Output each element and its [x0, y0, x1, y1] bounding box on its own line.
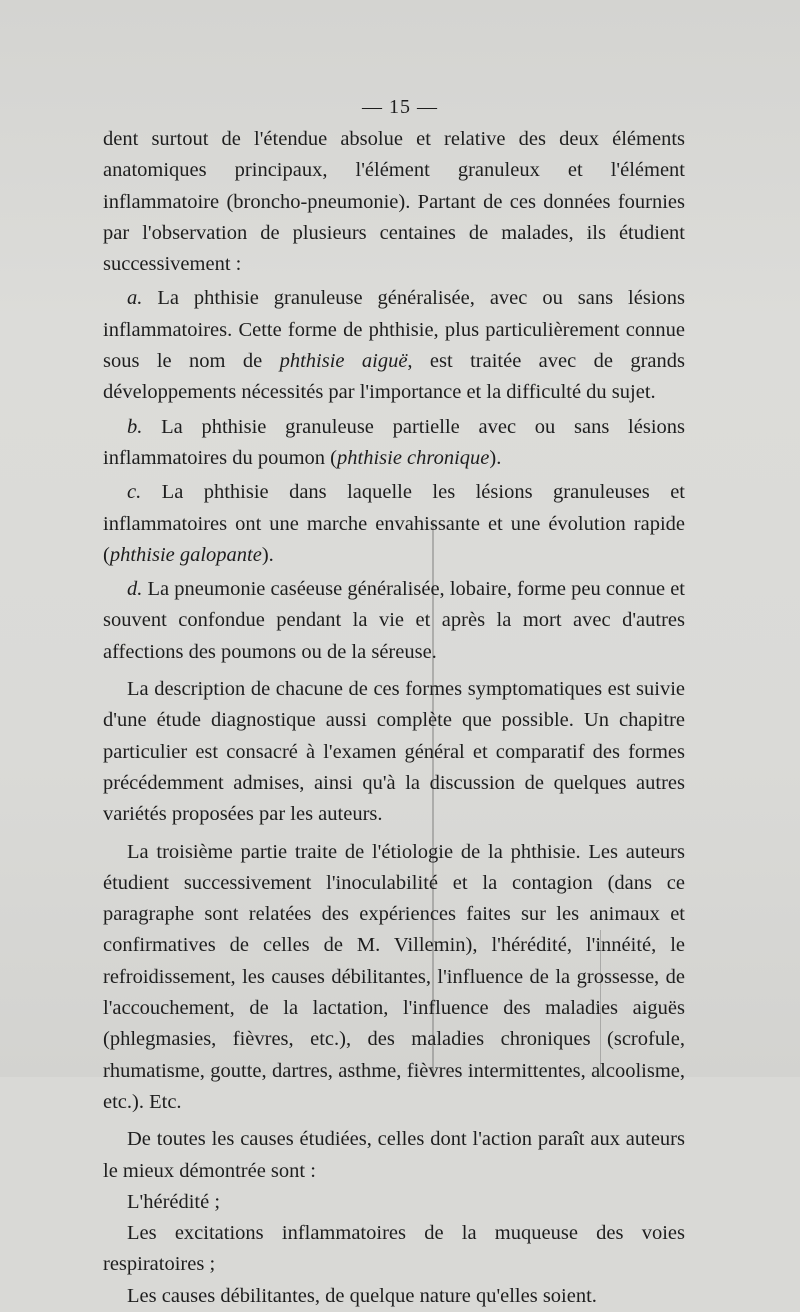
paragraph-item-b	[103, 412, 685, 475]
item-letter-c: c.	[127, 481, 142, 504]
item-letter-b: b.	[127, 415, 143, 438]
paragraph-causes: De toutes les causes étudiées, celles dont l'action paraît aux auteurs le mieux démontrée sont :	[103, 1128, 685, 1182]
item-c-italic: phthisie galopante	[109, 543, 262, 566]
item-a-text-1: La phthisie granuleuse généralisée, avec ou sans lésions inflammatoires. Cette forme de phthisie, plus particulièrement connue sous le nom de	[103, 287, 685, 373]
item-c-text-2: ).	[261, 543, 274, 566]
item-b-italic: phthisie chronique	[337, 446, 490, 469]
paragraph-item-d	[103, 574, 685, 668]
item-b-text-2: ).	[489, 446, 502, 469]
paragraph-item-a	[103, 283, 685, 408]
cause-inflammatory: Les excitations inflammatoires de la muqueuse des voies respiratoires ;	[103, 1222, 685, 1276]
item-letter-a: a.	[127, 287, 143, 310]
paragraph-third-part: La troisième partie traite de l'étiologie de la phthisie. Les auteurs étudient successivement l'inoculabilité et la contagion (dans ce paragraphe sont relatées des expériences faites sur les animaux et confirmatives de celles de M. Villemin), l'hérédité, l'innéité, le refroidissement, les causes débilitantes, l'influence de la grossesse, de l'accouchement, de la lactation, l'influence des maladies aiguës (phlegmasies, fièvres, etc.), des maladies chroniques (scrofule, rhumatisme, goutte, dartres, asthme, fièvres intermittentes, alcoolisme, etc.). Etc.	[103, 840, 685, 1113]
cause-heredity: L'hérédité ;	[127, 1190, 221, 1213]
item-d-text: La pneumonie caséeuse généralisée, lobaire, forme peu connue et souvent confondue pendant la vie et après la mort avec d'autres affections des poumons ou de la séreuse.	[103, 578, 685, 663]
item-a-text-2: , est traitée avec de grands développements nécessités par l'importance et la difficulté du sujet.	[103, 350, 685, 404]
paragraph-item-c	[103, 477, 685, 571]
paragraph-intro: dent surtout de l'étendue absolue et relative des deux éléments anatomiques principaux, l'élément granuleux et l'élément inflammatoire (broncho-pneumonie). Partant de ces données fournies par l'observation de plusieurs centaines de malades, ils étudient successivement :	[103, 128, 685, 276]
body-text	[103, 124, 685, 1312]
item-b-text-1: La phthisie granuleuse partielle avec ou sans lésions inflammatoires du poumon (	[103, 415, 685, 469]
paragraph-description: La description de chacune de ces formes symptomatiques est suivie d'une étude diagnostique aussi complète que possible. Un chapitre particulier est consacré à l'examen général et comparatif des formes précédemment admises, ainsi qu'à la discussion de quelques autres variétés proposées par les auteurs.	[103, 678, 685, 826]
page-number: — 15 —	[362, 96, 438, 118]
item-c-text-1: La phthisie dans laquelle les lésions granuleuses et inflammatoires ont une marche envahissante et une évolution rapide (	[103, 481, 685, 566]
item-a-italic: phthisie aiguë	[279, 350, 408, 373]
item-letter-d: d.	[127, 578, 143, 601]
cause-debilitating: Les causes débilitantes, de quelque nature qu'elles soient.	[127, 1284, 597, 1307]
